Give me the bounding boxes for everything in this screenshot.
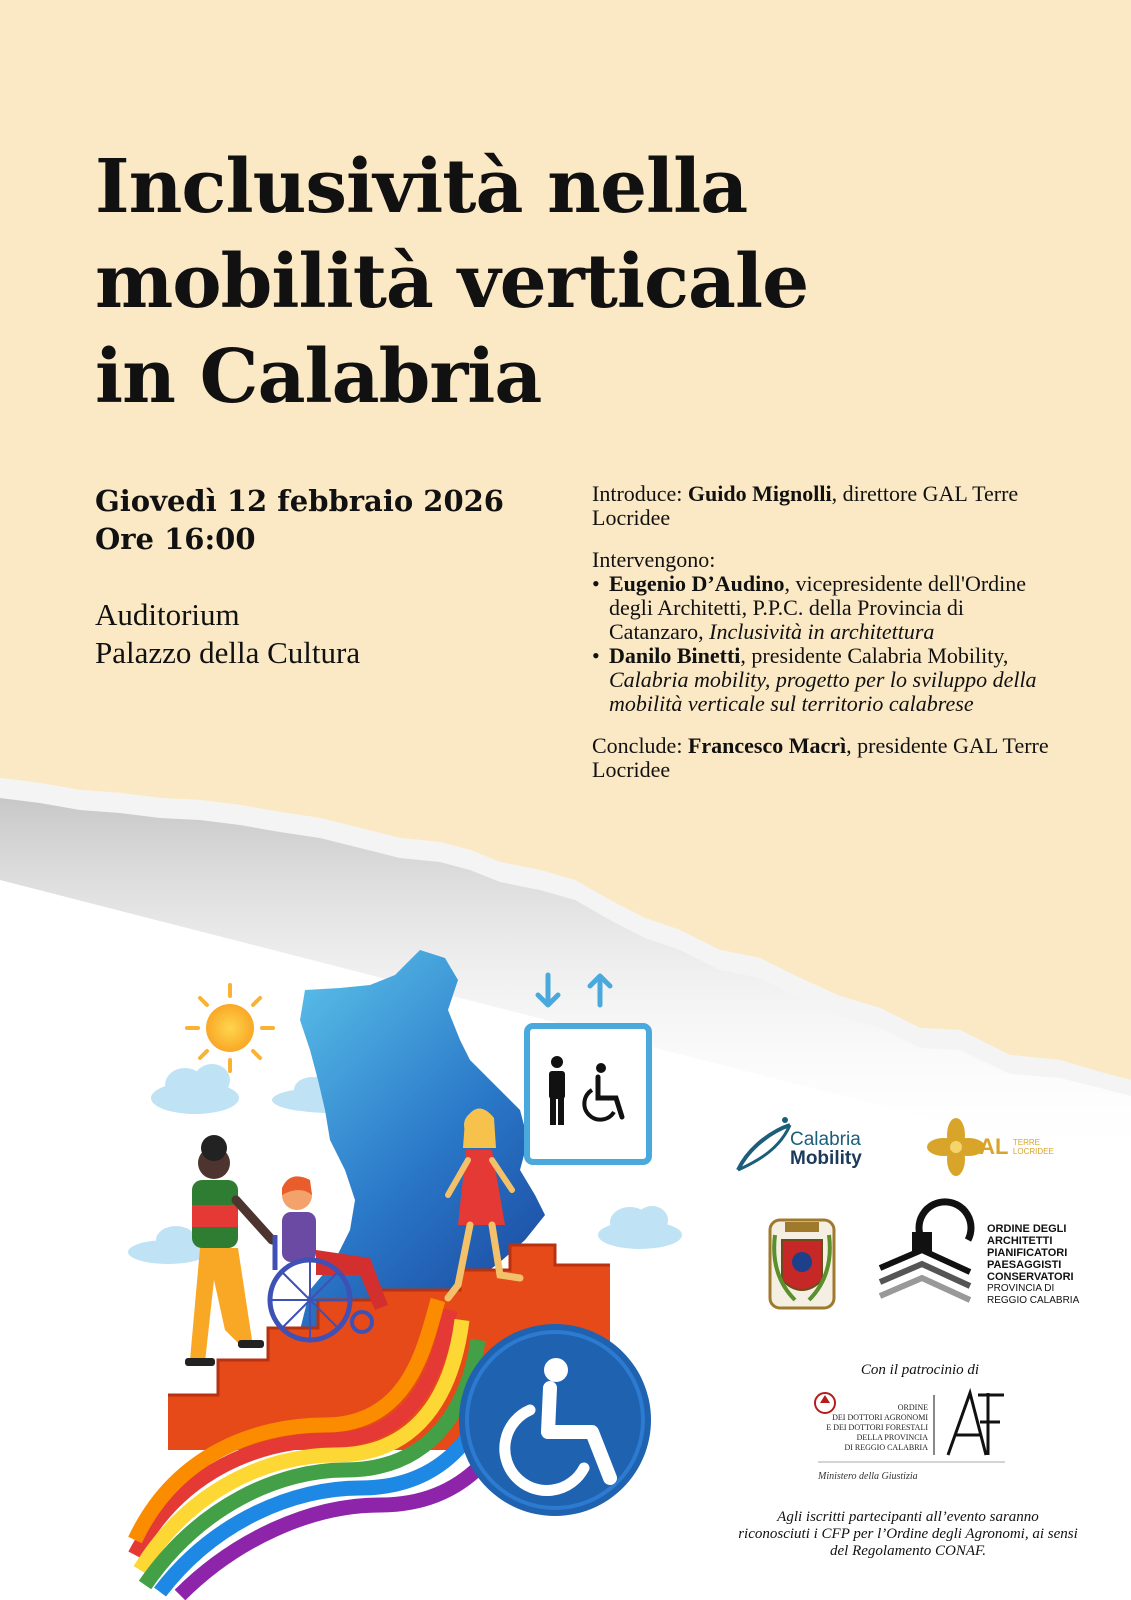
logo-text: Mobility: [790, 1148, 862, 1169]
agronomi-logo: [800, 1403, 928, 1453]
calabria-mobility-logo: [790, 1130, 862, 1168]
sun-icon: [187, 985, 273, 1071]
intro-name: Guido Mignolli: [687, 481, 832, 506]
ministry-label: Ministero della Giustizia: [818, 1471, 918, 1482]
program-intro: [592, 482, 1062, 530]
logo-text: PROVINCIA DI: [987, 1283, 1055, 1294]
calabria-mobility-logo-icon: [738, 1117, 790, 1170]
event-program: [592, 482, 1062, 800]
event-time: Ore 16:00: [95, 522, 256, 556]
cfp-note: [708, 1509, 1108, 1560]
wheelchair-accessibility-icon: [459, 1324, 651, 1516]
logo-text: ORDINE DEGLI: [987, 1223, 1067, 1235]
list-item: [592, 644, 1062, 716]
logo-text: PIANIFICATORI: [987, 1247, 1068, 1259]
cfp-note-line: del Regolamento CONAF.: [830, 1543, 986, 1559]
logo-text: E DEI DOTTORI FORESTALI: [826, 1423, 928, 1432]
closing-role: , presidente GAL Terre Locridee: [592, 733, 1049, 782]
speaker-name: Eugenio D’Audino: [609, 571, 785, 596]
logo-text: ARCHITETTI: [987, 1235, 1053, 1247]
logo-text: DI REGGIO CALABRIA: [844, 1443, 928, 1452]
logo-text: CONSERVATORI: [987, 1271, 1074, 1283]
speaker-talk: Inclusività in architettura: [709, 619, 935, 644]
logo-text: ORDINE: [897, 1403, 928, 1412]
event-date: Giovedì 12 febbraio 2026: [95, 484, 504, 518]
af-logo-icon: [948, 1393, 1004, 1455]
title-line: Inclusività nella: [95, 144, 748, 230]
logo-text: DELLA PROVINCIA: [856, 1433, 928, 1442]
logo-text: GAL: [962, 1134, 1009, 1159]
program-closing: [592, 734, 1062, 782]
speaker-role: , presidente Calabria Mobility,: [740, 643, 1009, 668]
venue-building: Palazzo della Cultura: [95, 635, 361, 670]
event-venue: [95, 596, 360, 672]
speaker-name: Danilo Binetti: [609, 643, 741, 668]
logo-text: Calabria: [790, 1129, 861, 1150]
coat-of-arms-icon: [770, 1220, 834, 1308]
logo-text: TERRE: [1012, 1138, 1041, 1147]
logo-text: DEI DOTTORI AGRONOMI: [832, 1413, 928, 1422]
program-speakers: [592, 548, 1062, 716]
patronage-label: Con il patrocinio di: [860, 1362, 980, 1378]
ordine-architetti-logo: [987, 1223, 1079, 1307]
closing-label: Conclude:: [592, 733, 683, 758]
cloud-icon: [598, 1206, 682, 1249]
speakers-label: Intervengono:: [592, 547, 716, 572]
title-line: mobilità verticale: [95, 239, 809, 325]
intro-label: Introduce:: [592, 481, 683, 506]
list-item: [592, 572, 1062, 644]
cfp-note-line: Agli iscritti partecipanti all’evento saranno: [777, 1509, 1039, 1525]
logo-text: PAESAGGISTI: [987, 1259, 1062, 1271]
event-datetime: [95, 482, 504, 558]
cloud-icon: [151, 1064, 239, 1114]
logo-text: LOCRIDEE: [1012, 1147, 1054, 1156]
ordine-architetti-logo-icon: [880, 1202, 971, 1300]
title-line: in Calabria: [95, 334, 542, 420]
venue-name: Auditorium: [95, 597, 240, 632]
closing-name: Francesco Macrì: [687, 733, 847, 758]
cfp-note-line: riconosciuti i CFP per l’Ordine degli Agronomi, ai sensi: [738, 1526, 1078, 1542]
intro-role: , direttore GAL Terre Locridee: [592, 481, 1019, 530]
logo-text: REGGIO CALABRIA: [987, 1295, 1080, 1306]
speaker-role: , vicepresidente dell'Ordine degli Architetti, P.P.C. della Provincia di Catanzaro,: [609, 571, 1027, 644]
speaker-talk: Calabria mobility, progetto per lo sviluppo della mobilità verticale sul territorio calabrese: [609, 667, 1037, 716]
speakers-list: [592, 572, 1062, 716]
gal-terre-locridee-logo: [962, 1134, 1054, 1160]
page-title: [95, 140, 808, 425]
